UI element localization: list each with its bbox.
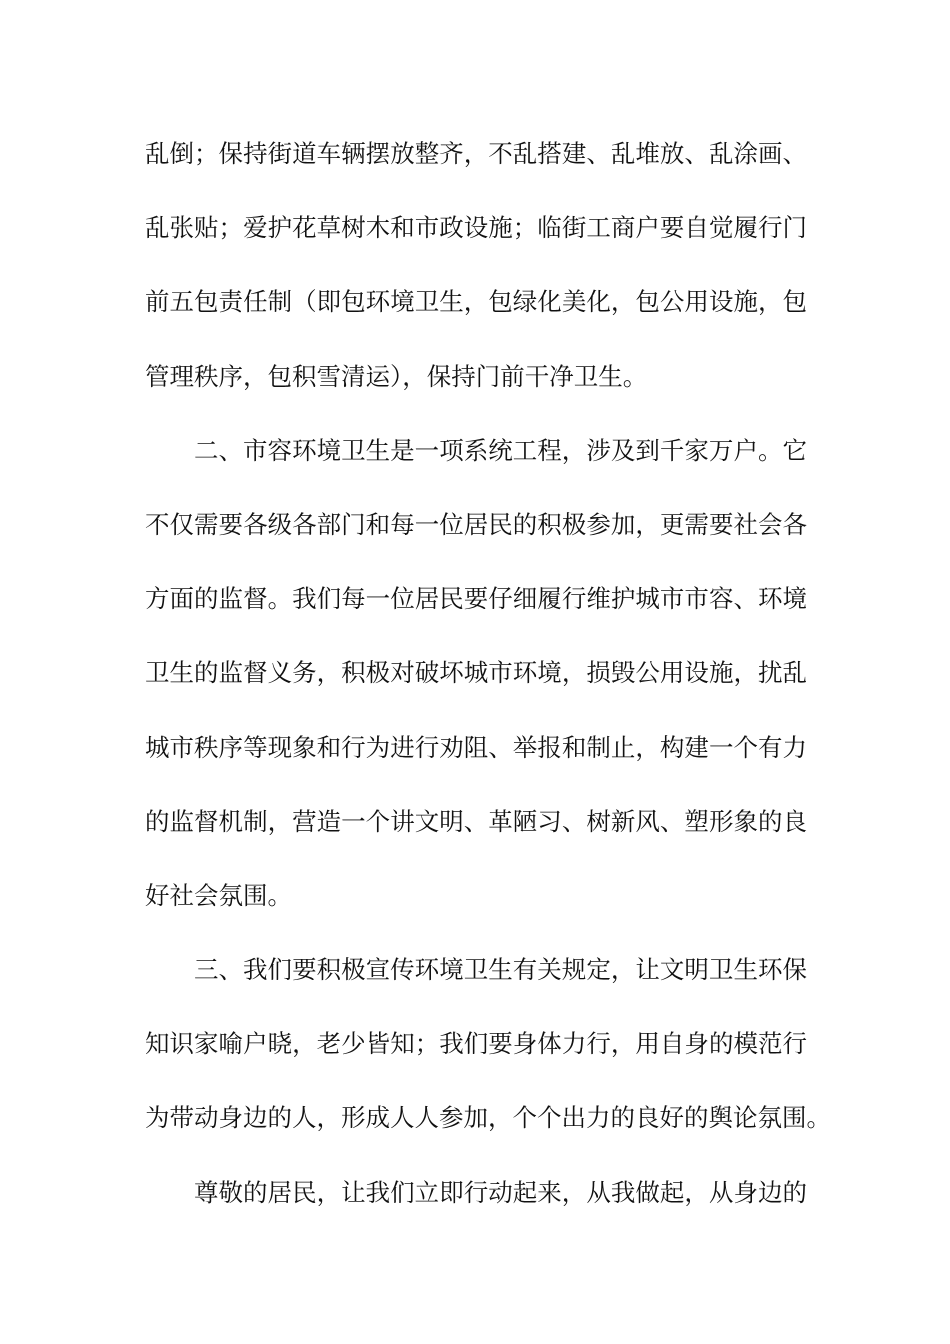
paragraph-first-line: 尊敬的居民，让我们立即行动起来，从我做起，从身边的 bbox=[194, 1177, 807, 1207]
text-line: 前五包责任制（即包环境卫生，包绿化美化，包公用设施，包 bbox=[145, 287, 807, 317]
text-line: 卫生的监督义务，积极对破坏城市环境，损毁公用设施，扰乱 bbox=[145, 658, 807, 688]
paragraph-first-line: 二、市容环境卫生是一项系统工程，涉及到千家万户。它 bbox=[194, 435, 807, 465]
text-line: 乱张贴；爱护花草树木和市政设施；临街工商户要自觉履行门 bbox=[145, 213, 807, 243]
text-line: 城市秩序等现象和行为进行劝阻、举报和制止，构建一个有力 bbox=[145, 732, 807, 762]
text-line: 乱倒；保持街道车辆摆放整齐，不乱搭建、乱堆放、乱涂画、 bbox=[145, 139, 807, 168]
text-line: 不仅需要各级各部门和每一位居民的积极参加，更需要社会各 bbox=[145, 509, 807, 539]
text-line: 为带动身边的人，形成人人参加，个个出力的良好的舆论氛围。 bbox=[145, 1103, 831, 1133]
paragraph-end-line: 好社会氛围。 bbox=[145, 880, 292, 910]
paragraph-end-line: 管理秩序，包积雪清运），保持门前干净卫生。 bbox=[145, 361, 648, 391]
text-line: 知识家喻户晓，老少皆知；我们要身体力行，用自身的模范行 bbox=[145, 1029, 807, 1059]
paragraph-first-line: 三、我们要积极宣传环境卫生有关规定，让文明卫生环保 bbox=[194, 955, 807, 985]
text-line: 的监督机制，营造一个讲文明、革陋习、树新风、塑形象的良 bbox=[145, 806, 807, 836]
text-line: 方面的监督。我们每一位居民要仔细履行维护城市市容、环境 bbox=[145, 584, 807, 614]
document-body bbox=[145, 128, 831, 1241]
